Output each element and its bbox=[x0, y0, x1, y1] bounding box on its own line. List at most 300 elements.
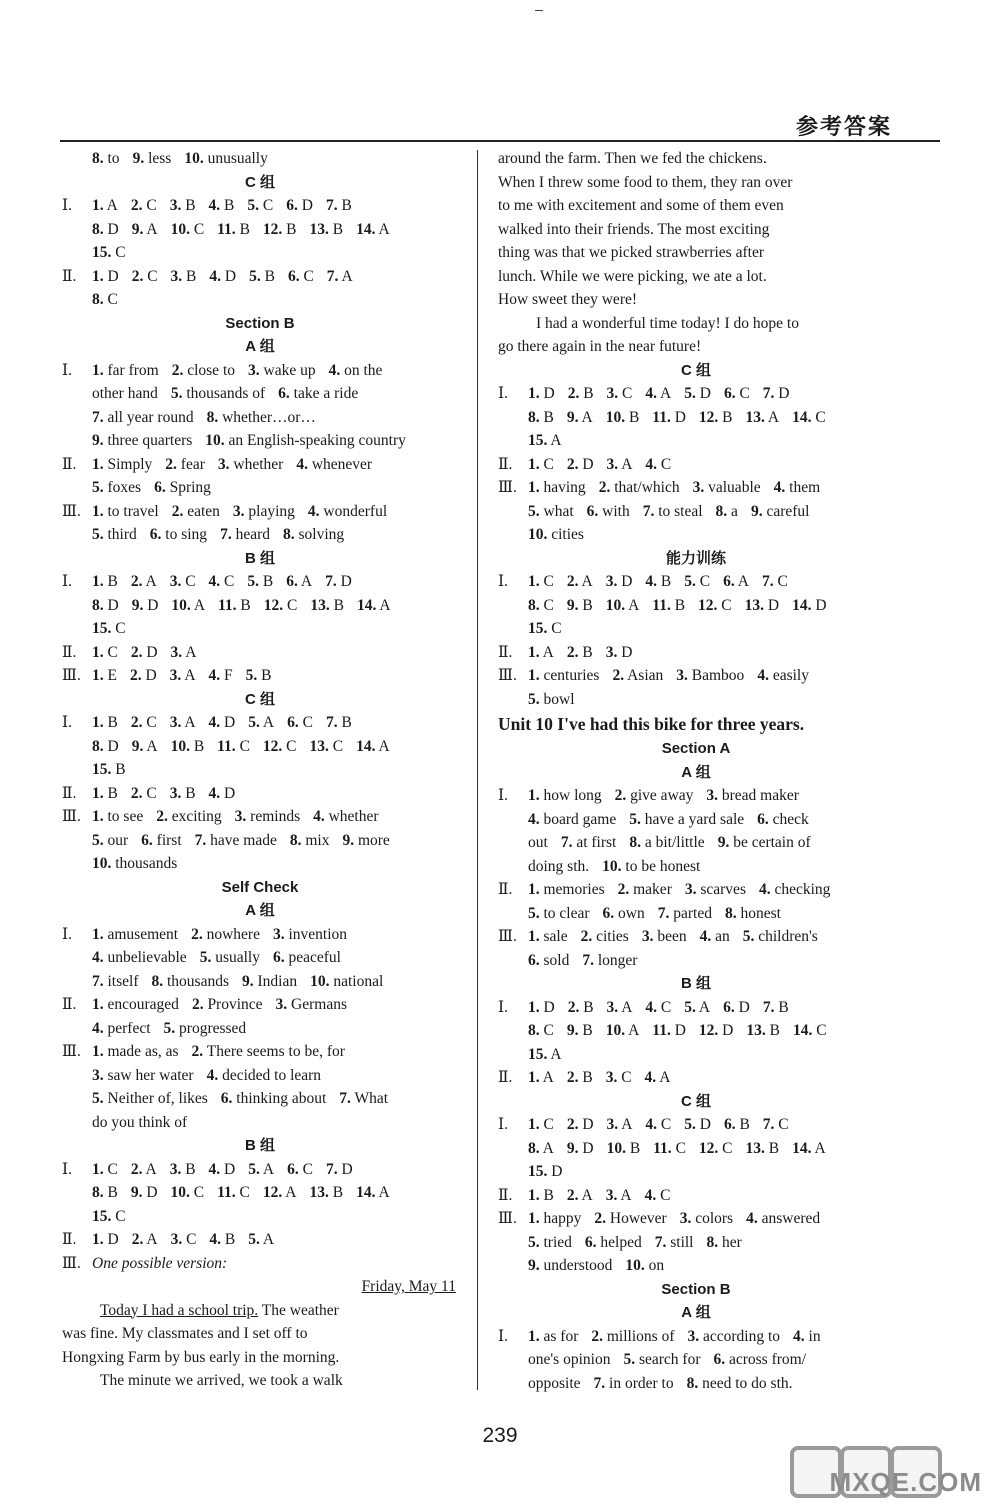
answer-row bbox=[498, 1160, 894, 1184]
answer-value: However bbox=[609, 1210, 667, 1227]
answer-item bbox=[528, 1113, 554, 1137]
answer-value: D bbox=[621, 643, 633, 661]
essay-text: to me with excitement and some of them even bbox=[498, 197, 784, 214]
answer-number: 5. bbox=[248, 1231, 260, 1248]
answer-item bbox=[92, 429, 192, 453]
section-heading-text: C 组 bbox=[680, 361, 711, 379]
answer-value: on bbox=[648, 1257, 665, 1274]
answer-number: 9. bbox=[750, 502, 763, 520]
answer-number: 6. bbox=[723, 1116, 736, 1133]
answer-number: 7. bbox=[654, 1233, 667, 1251]
answer-value: A bbox=[620, 1186, 632, 1204]
answer-number: 6. bbox=[149, 526, 162, 543]
answer-item bbox=[235, 805, 300, 829]
answer-value: D bbox=[146, 643, 158, 661]
answer-number: 7. bbox=[92, 408, 104, 426]
answer-items bbox=[92, 147, 458, 171]
answer-row bbox=[62, 617, 458, 641]
answer-row bbox=[62, 406, 458, 430]
answer-number: 2. bbox=[191, 925, 203, 943]
answer-number: 10. bbox=[205, 432, 225, 449]
answer-item bbox=[700, 925, 730, 949]
essay-text: How sweet they were! bbox=[498, 291, 638, 308]
answer-row bbox=[62, 1017, 458, 1041]
section-heading-text: B 组 bbox=[680, 975, 711, 992]
answer-item bbox=[92, 923, 178, 947]
answer-item bbox=[195, 829, 277, 853]
answer-item bbox=[207, 406, 316, 430]
answer-item bbox=[233, 500, 295, 524]
answer-value: maker bbox=[633, 881, 672, 898]
answer-value: A bbox=[550, 1045, 562, 1063]
answer-value: E bbox=[107, 667, 117, 684]
answer-items bbox=[528, 949, 894, 973]
answer-value: parted bbox=[673, 904, 712, 922]
answer-value: B bbox=[582, 643, 593, 661]
answer-item bbox=[92, 241, 126, 265]
answer-number: 7. bbox=[593, 1374, 606, 1392]
answer-item bbox=[655, 1231, 694, 1255]
answer-value: still bbox=[670, 1233, 694, 1251]
answer-items bbox=[92, 641, 458, 665]
answer-number: 2. bbox=[130, 784, 143, 802]
answer-item bbox=[247, 570, 273, 594]
answer-row bbox=[62, 641, 458, 665]
answer-item bbox=[625, 1254, 664, 1278]
answer-item bbox=[92, 1181, 118, 1205]
answer-value: children's bbox=[758, 928, 818, 945]
answer-value: A bbox=[621, 998, 633, 1016]
answer-number: 11. bbox=[217, 1184, 236, 1201]
answer-item bbox=[132, 594, 159, 618]
answer-item bbox=[310, 735, 344, 759]
answer-item bbox=[326, 711, 352, 735]
answer-item bbox=[658, 902, 712, 926]
answer-number: 10. bbox=[170, 220, 190, 238]
answer-item bbox=[528, 1231, 572, 1255]
answer-item bbox=[209, 265, 236, 289]
answer-item bbox=[699, 1137, 733, 1161]
answer-number: 8. bbox=[92, 596, 104, 614]
answer-number: 5. bbox=[528, 502, 540, 520]
answer-value: in order to bbox=[609, 1374, 674, 1392]
answer-row bbox=[62, 476, 458, 500]
answer-item bbox=[567, 1113, 594, 1137]
answer-item bbox=[92, 1111, 187, 1135]
answer-item bbox=[209, 570, 235, 594]
answer-number: 3. bbox=[170, 267, 183, 285]
answer-value: B bbox=[224, 197, 235, 214]
answer-number: 7. bbox=[220, 526, 232, 543]
answer-value: B bbox=[261, 667, 272, 684]
answer-items bbox=[528, 688, 894, 712]
answer-number: 13. bbox=[310, 596, 330, 614]
row-indent bbox=[62, 617, 92, 641]
answer-value: B bbox=[341, 714, 352, 731]
answer-value: A bbox=[737, 573, 749, 590]
answer-value: C bbox=[239, 737, 250, 755]
answer-items bbox=[528, 1137, 894, 1161]
answer-row bbox=[498, 1137, 894, 1161]
question-group-number: Ⅱ. bbox=[498, 1069, 513, 1086]
row-indent bbox=[62, 382, 92, 406]
answer-item bbox=[645, 1066, 671, 1090]
answer-value: Asian bbox=[627, 667, 664, 684]
answer-item bbox=[220, 523, 270, 547]
answer-value: D bbox=[340, 573, 352, 590]
question-group-number: Ⅱ. bbox=[62, 1231, 77, 1248]
answer-number: 13. bbox=[746, 1022, 766, 1039]
answer-number: 6. bbox=[713, 1351, 726, 1368]
answer-row bbox=[498, 1113, 894, 1137]
answer-value: whether bbox=[233, 455, 284, 473]
answer-item bbox=[171, 1228, 197, 1252]
answer-number: 8. bbox=[528, 1022, 540, 1039]
answer-value: C bbox=[239, 1184, 250, 1201]
answer-number: 2. bbox=[156, 808, 168, 825]
answer-value: D bbox=[107, 596, 119, 614]
answer-number: 2. bbox=[131, 267, 144, 285]
essay-text: The minute we arrived, we took a walk bbox=[100, 1372, 343, 1389]
answer-item bbox=[92, 805, 143, 829]
answer-number: 10. bbox=[170, 737, 190, 755]
answer-item bbox=[698, 594, 732, 618]
answer-number: 3. bbox=[606, 1116, 619, 1133]
answer-number: 6. bbox=[154, 479, 166, 496]
answer-item bbox=[247, 194, 273, 218]
answer-value: B bbox=[769, 1022, 780, 1039]
answer-value: C bbox=[816, 1022, 827, 1039]
essay-text: walked into their friends. The most exciting bbox=[498, 220, 770, 238]
answer-number: 10. bbox=[92, 855, 112, 872]
answer-items bbox=[528, 1184, 894, 1208]
answer-item bbox=[645, 382, 671, 406]
answer-number: 3. bbox=[605, 1069, 618, 1086]
answer-item bbox=[164, 1017, 247, 1041]
answer-row bbox=[62, 1205, 458, 1229]
answer-value: A bbox=[185, 643, 197, 661]
answer-row bbox=[498, 1043, 894, 1067]
answer-value: C bbox=[660, 1186, 671, 1204]
answer-value: progressed bbox=[179, 1019, 247, 1037]
answer-item bbox=[310, 594, 344, 618]
answer-row bbox=[62, 429, 458, 453]
sample-version-label: One possible version: bbox=[92, 1254, 228, 1272]
answer-item bbox=[723, 996, 750, 1020]
answer-item bbox=[209, 664, 233, 688]
answer-item bbox=[623, 1348, 700, 1372]
answer-items bbox=[528, 1113, 894, 1137]
answer-item bbox=[92, 970, 139, 994]
answer-number: 8. bbox=[92, 737, 104, 755]
answer-items bbox=[92, 1228, 458, 1252]
answer-number: 4. bbox=[209, 267, 222, 285]
row-indent bbox=[62, 218, 92, 242]
answer-item bbox=[131, 570, 157, 594]
answer-item bbox=[607, 1113, 633, 1137]
answer-item bbox=[528, 523, 584, 547]
answer-number: 1. bbox=[528, 479, 540, 496]
answer-item bbox=[327, 265, 353, 289]
answer-items bbox=[92, 782, 458, 806]
answer-row bbox=[62, 453, 458, 477]
answer-value: C bbox=[107, 643, 118, 661]
answer-number: 2. bbox=[130, 573, 143, 590]
answer-number: 6. bbox=[757, 810, 769, 828]
answer-number: 4. bbox=[206, 1066, 219, 1084]
answer-value: them bbox=[789, 479, 821, 496]
answer-value: A bbox=[379, 596, 391, 614]
answer-item bbox=[528, 1348, 610, 1372]
answer-value: all year round bbox=[107, 408, 194, 426]
answer-items bbox=[92, 523, 458, 547]
answer-item bbox=[582, 949, 637, 973]
answer-item bbox=[594, 1372, 674, 1396]
answer-number: 1. bbox=[528, 1116, 540, 1133]
answer-value: B bbox=[739, 1116, 750, 1133]
answer-item bbox=[92, 993, 179, 1017]
answer-number: 1. bbox=[528, 573, 540, 590]
answer-number: 2. bbox=[171, 502, 184, 520]
answer-item bbox=[242, 970, 297, 994]
answer-item bbox=[141, 829, 181, 853]
answer-number: 1. bbox=[528, 643, 540, 661]
answer-number: 4. bbox=[699, 928, 712, 945]
answer-item bbox=[603, 902, 645, 926]
essay-line bbox=[498, 335, 894, 359]
answer-item bbox=[528, 406, 554, 430]
answer-item bbox=[171, 1181, 205, 1205]
answer-value: C bbox=[302, 1160, 313, 1178]
answer-number: 2. bbox=[617, 881, 630, 898]
answer-number: 4. bbox=[208, 714, 221, 731]
answer-value: have a yard sale bbox=[644, 810, 745, 828]
row-indent bbox=[498, 617, 528, 641]
answer-number: 5. bbox=[92, 479, 104, 496]
answer-item bbox=[132, 218, 158, 242]
answer-item bbox=[132, 735, 158, 759]
answer-value: saw her water bbox=[107, 1066, 194, 1084]
section-heading-text: C 组 bbox=[244, 173, 275, 191]
answer-value: A bbox=[262, 714, 275, 731]
answer-number: 8. bbox=[92, 220, 104, 238]
answer-item bbox=[278, 382, 358, 406]
answer-value: B bbox=[333, 596, 344, 614]
answer-item bbox=[131, 641, 158, 665]
answer-number: 4. bbox=[746, 1210, 758, 1227]
essay-line bbox=[498, 288, 894, 312]
answer-item bbox=[200, 946, 260, 970]
answer-value: A bbox=[659, 1069, 671, 1086]
answer-items bbox=[528, 1231, 894, 1255]
answer-value: C bbox=[543, 1022, 554, 1039]
answer-items bbox=[92, 359, 458, 383]
answer-item bbox=[339, 1087, 388, 1111]
question-group-number: Ⅰ. bbox=[498, 573, 508, 590]
answer-item bbox=[296, 453, 372, 477]
answer-value: A bbox=[698, 998, 711, 1016]
answer-number: 6. bbox=[278, 385, 290, 402]
answer-row bbox=[498, 784, 894, 808]
answer-item bbox=[92, 617, 126, 641]
answer-value: checking bbox=[774, 881, 831, 898]
answer-item bbox=[528, 1207, 581, 1231]
section-heading bbox=[498, 1090, 894, 1114]
row-indent bbox=[498, 831, 528, 855]
answer-value: A bbox=[378, 737, 390, 755]
answer-value: C bbox=[699, 573, 711, 590]
answer-number: 8. bbox=[715, 502, 728, 520]
answer-item bbox=[207, 1064, 321, 1088]
answer-value: D bbox=[767, 596, 780, 614]
answer-value: do you think of bbox=[92, 1113, 188, 1131]
answer-value: to steal bbox=[658, 502, 703, 520]
column-divider bbox=[477, 150, 478, 1390]
answer-number: 7. bbox=[560, 834, 573, 851]
answer-number: 3. bbox=[706, 787, 719, 804]
answer-item bbox=[92, 735, 119, 759]
answer-row bbox=[62, 946, 458, 970]
question-group-number: Ⅱ. bbox=[62, 784, 77, 802]
answer-row bbox=[498, 594, 894, 618]
answer-value: own bbox=[618, 904, 645, 922]
answer-item bbox=[132, 1228, 158, 1252]
answer-value: longer bbox=[597, 951, 638, 969]
answer-number: 4. bbox=[92, 949, 104, 966]
answer-value: B bbox=[341, 197, 352, 214]
answer-value: board game bbox=[543, 810, 617, 828]
answer-value: A bbox=[145, 1160, 157, 1178]
section-heading bbox=[62, 312, 458, 336]
answer-value: B bbox=[262, 573, 274, 590]
answer-number: 2. bbox=[566, 1186, 579, 1204]
answer-item bbox=[131, 194, 157, 218]
answer-item bbox=[629, 831, 704, 855]
answer-item bbox=[528, 1184, 554, 1208]
answer-number: 5. bbox=[249, 267, 261, 285]
essay-line bbox=[498, 194, 894, 218]
answer-item bbox=[170, 194, 196, 218]
row-indent bbox=[62, 1017, 92, 1041]
answer-number: 13. bbox=[309, 220, 329, 238]
answer-item bbox=[248, 711, 274, 735]
answer-number: 1. bbox=[528, 928, 540, 945]
answer-item bbox=[607, 382, 633, 406]
answer-row bbox=[498, 1231, 894, 1255]
answer-number: 4. bbox=[313, 808, 325, 825]
answer-number: 1. bbox=[92, 267, 104, 285]
essay-line bbox=[62, 1322, 458, 1346]
answer-number: 8. bbox=[151, 972, 164, 990]
section-heading-text: A 组 bbox=[681, 763, 711, 781]
answer-item bbox=[528, 594, 554, 618]
answer-value: A bbox=[285, 1184, 297, 1201]
answer-items bbox=[92, 429, 458, 453]
answer-number: 7. bbox=[325, 1160, 338, 1178]
answer-value: across from/ bbox=[728, 1351, 807, 1368]
row-indent bbox=[62, 1205, 92, 1229]
section-heading-text: A 组 bbox=[245, 338, 275, 355]
answer-value: B bbox=[583, 998, 594, 1016]
answer-number: 2. bbox=[598, 479, 611, 496]
row-indent bbox=[62, 829, 92, 853]
answer-row bbox=[62, 1181, 458, 1205]
answer-item bbox=[152, 970, 230, 994]
answer-value: playing bbox=[248, 502, 295, 520]
answer-item bbox=[92, 406, 194, 430]
answer-number: 7. bbox=[92, 972, 104, 990]
answer-item bbox=[793, 1325, 821, 1349]
answer-number: 4. bbox=[208, 573, 221, 590]
answer-number: 4. bbox=[757, 667, 769, 684]
answer-value: far from bbox=[107, 361, 159, 379]
answer-row bbox=[498, 523, 894, 547]
answer-number: 4. bbox=[645, 1116, 658, 1133]
answer-value: a bit/little bbox=[644, 834, 705, 851]
answer-item bbox=[643, 500, 703, 524]
row-indent bbox=[62, 1181, 92, 1205]
section-heading bbox=[498, 761, 894, 785]
answer-value: A bbox=[341, 267, 353, 285]
answer-value: B bbox=[332, 1184, 344, 1201]
answer-item bbox=[288, 265, 314, 289]
answer-value: to travel bbox=[107, 502, 159, 520]
answer-row bbox=[62, 218, 458, 242]
answer-number: 8. bbox=[724, 904, 737, 922]
answer-number: 10. bbox=[605, 596, 626, 614]
answer-value: B bbox=[722, 408, 733, 426]
answer-number: 5. bbox=[92, 831, 104, 849]
answer-row bbox=[62, 1064, 458, 1088]
section-heading-text: Section A bbox=[661, 740, 731, 757]
answer-number: 3. bbox=[692, 479, 705, 496]
answer-number: 5. bbox=[170, 385, 183, 402]
answer-value: how long bbox=[543, 787, 602, 804]
answer-item bbox=[792, 1137, 826, 1161]
answer-items bbox=[528, 1019, 894, 1043]
answer-number: 7. bbox=[657, 904, 670, 922]
answer-number: 3. bbox=[169, 573, 182, 590]
answer-number: 4. bbox=[645, 385, 658, 402]
section-heading-text: 能力训练 bbox=[665, 548, 726, 567]
answer-number: 7. bbox=[325, 573, 337, 590]
essay-text: was fine. My classmates and I set off to bbox=[62, 1325, 308, 1342]
answer-value: that/which bbox=[614, 479, 680, 496]
answer-value: thinking about bbox=[236, 1090, 327, 1107]
answer-row bbox=[62, 852, 458, 876]
answer-item bbox=[248, 1228, 274, 1252]
answer-item bbox=[192, 1040, 345, 1064]
answer-item bbox=[184, 147, 268, 171]
answer-row bbox=[62, 1040, 458, 1064]
answer-number: 15. bbox=[92, 761, 112, 778]
answer-number: 5. bbox=[92, 1090, 104, 1107]
answer-value: thousands bbox=[167, 972, 229, 990]
answer-value: A bbox=[628, 596, 640, 614]
answer-value: B bbox=[115, 761, 126, 778]
answer-number: 7. bbox=[762, 1116, 775, 1133]
answer-value: C bbox=[543, 455, 554, 473]
answer-number: 1. bbox=[528, 667, 540, 684]
answer-number: 3. bbox=[272, 925, 285, 943]
answer-number: 10. bbox=[184, 150, 204, 167]
answer-value: according to bbox=[702, 1327, 781, 1345]
section-heading bbox=[498, 547, 894, 571]
answer-number: 6. bbox=[723, 385, 736, 402]
answer-items bbox=[528, 500, 894, 524]
answer-value: B bbox=[543, 408, 554, 426]
row-indent bbox=[62, 946, 92, 970]
